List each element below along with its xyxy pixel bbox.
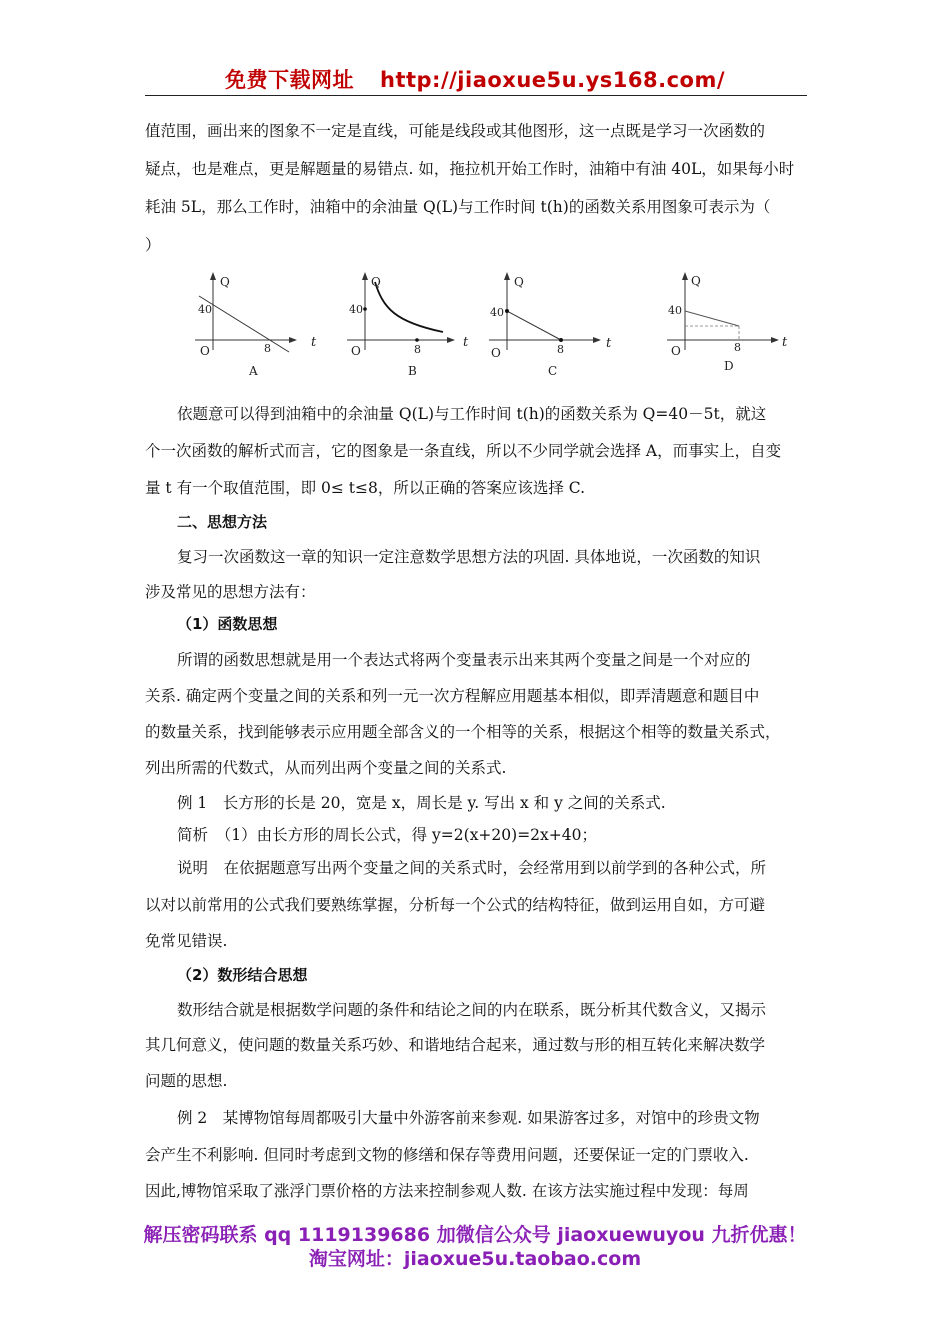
paragraph-line: 因此,博物馆采取了涨浮门票价格的方法来控制参观人数. 在该方法实施过程中发现：每周: [145, 1182, 749, 1200]
graph-d-label: D: [724, 359, 734, 373]
graph-a-origin: O: [200, 344, 210, 358]
graph-d-origin: O: [671, 344, 681, 358]
graph-b-t-label: t: [463, 335, 469, 350]
footer-contact: 解压密码联系 qq 1119139686 加微信公众号 jiaoxuewuyou 九折优惠！: [143, 1224, 807, 1246]
graph-a-q-label: Q: [220, 275, 230, 289]
paragraph-line: 依题意可以得到油箱中的余油量 Q(L)与工作时间 t(h)的函数关系为 Q=40－5t，就这: [177, 405, 767, 423]
example-line: 例 2 某博物馆每周都吸引大量中外游客前来参观. 如果游客过多，对馆中的珍贵文物: [177, 1109, 760, 1127]
paragraph-line: 复习一次函数这一章的知识一定注意数学思想方法的巩固. 具体地说，一次函数的知识: [177, 548, 761, 566]
graph-d-q-label: Q: [691, 274, 701, 288]
paragraph-line: 会产生不利影响. 但同时考虑到文物的修缮和保存等费用问题，还要保证一定的门票收入.: [145, 1146, 749, 1164]
paragraph-line: 涉及常见的思想方法有：: [145, 583, 316, 601]
paragraph-line: 的数量关系，找到能够表示应用题全部含义的一个相等的关系，根据这个相等的数量关系式，: [145, 723, 781, 741]
paragraph-line: 值范围，画出来的图象不一定是直线，可能是线段或其他图形，这一点既是学习一次函数的: [145, 122, 766, 140]
graph-d-t-label: t: [782, 335, 788, 350]
paragraph-line: 量 t 有一个取值范围，即 0≤ t≤8，所以正确的答案应该选择 C.: [145, 479, 586, 497]
graph-b-label: B: [408, 364, 417, 378]
subsection-heading: （2）数形结合思想: [177, 966, 308, 984]
graph-b-y-tick: 40: [349, 303, 363, 316]
paragraph-line: 以对以前常用的公式我们要熟练掌握，分析每一个公式的结构特征，做到运用自如，方可避: [145, 896, 766, 914]
graph-a-y-tick: 40: [198, 303, 212, 316]
section-heading: 二、思想方法: [177, 513, 268, 531]
graph-c-x-tick: 8: [557, 343, 564, 356]
graph-c-q-label: Q: [514, 275, 524, 289]
note-line: 说明 在依据题意写出两个变量之间的关系式时，会经常用到以前学到的各种公式，所: [177, 859, 767, 877]
graph-a: [195, 272, 317, 378]
graph-b-x-tick: 8: [414, 343, 421, 356]
graph-c: [489, 272, 612, 378]
paragraph-line: 疑点，也是难点，更是解题量的易错点. 如，拖拉机开始工作时，油箱中有油 40L，如果每小时: [145, 160, 795, 178]
paragraph-line: 免常见错误.: [145, 932, 228, 950]
paragraph-line: 其几何意义，使问题的数量关系巧妙、和谐地结合起来，通过数与形的相互转化来解决数学: [145, 1036, 766, 1054]
paragraph-line: ）: [145, 236, 161, 254]
header-url-link[interactable]: http://jiaoxue5u.ys168.com/: [380, 68, 725, 92]
graph-b-origin: O: [351, 344, 361, 358]
subsection-heading: （1）函数思想: [177, 615, 278, 633]
header-label: 免费下载网址: [225, 68, 354, 92]
graph-d-y-tick: 40: [668, 304, 682, 317]
graph-a-label: A: [249, 364, 258, 378]
graph-c-origin: O: [491, 346, 501, 360]
paragraph-line: 个一次函数的解析式而言，它的图象是一条直线，所以不少同学就会选择 A，而事实上，自变: [145, 442, 782, 460]
analysis-line: 简析 （1）由长方形的周长公式，得 y=2(x+20)=2x+40；: [177, 826, 597, 844]
graph-c-label: C: [548, 364, 558, 378]
paragraph-line: 耗油 5L，那么工作时，油箱中的余油量 Q(L)与工作时间 t(h)的函数关系用图象可表示为（: [145, 198, 771, 216]
footer-shop-link[interactable]: 淘宝网址：jiaoxue5u.taobao.com: [308, 1248, 642, 1270]
header-rule: [145, 95, 807, 96]
paragraph-line: 关系. 确定两个变量之间的关系和列一元一次方程解应用题基本相似，即弄清题意和题目中: [145, 687, 760, 705]
graph-d-x-tick: 8: [734, 341, 741, 354]
page-header: [0, 64, 950, 94]
answer-choice-graphs: [185, 268, 805, 390]
paragraph-line: 问题的思想.: [145, 1072, 228, 1090]
graph-c-y-tick: 40: [490, 306, 504, 319]
paragraph-line: 所谓的函数思想就是用一个表达式将两个变量表示出来其两个变量之间是一个对应的: [177, 651, 751, 669]
graph-d: [667, 272, 788, 373]
paragraph-line: 列出所需的代数式，从而列出两个变量之间的关系式.: [145, 759, 507, 777]
paragraph-line: 数形结合就是根据数学问题的条件和结论之间的内在联系，既分析其代数含义，又揭示: [177, 1001, 767, 1019]
graph-a-t-label: t: [311, 335, 317, 350]
graph-a-x-tick: 8: [264, 342, 271, 355]
graph-c-t-label: t: [606, 336, 612, 351]
graph-b-q-label: Q: [371, 275, 381, 289]
graph-b: [347, 272, 469, 378]
example-line: 例 1 长方形的长是 20，宽是 x，周长是 y. 写出 x 和 y 之间的关系式.: [177, 794, 666, 812]
